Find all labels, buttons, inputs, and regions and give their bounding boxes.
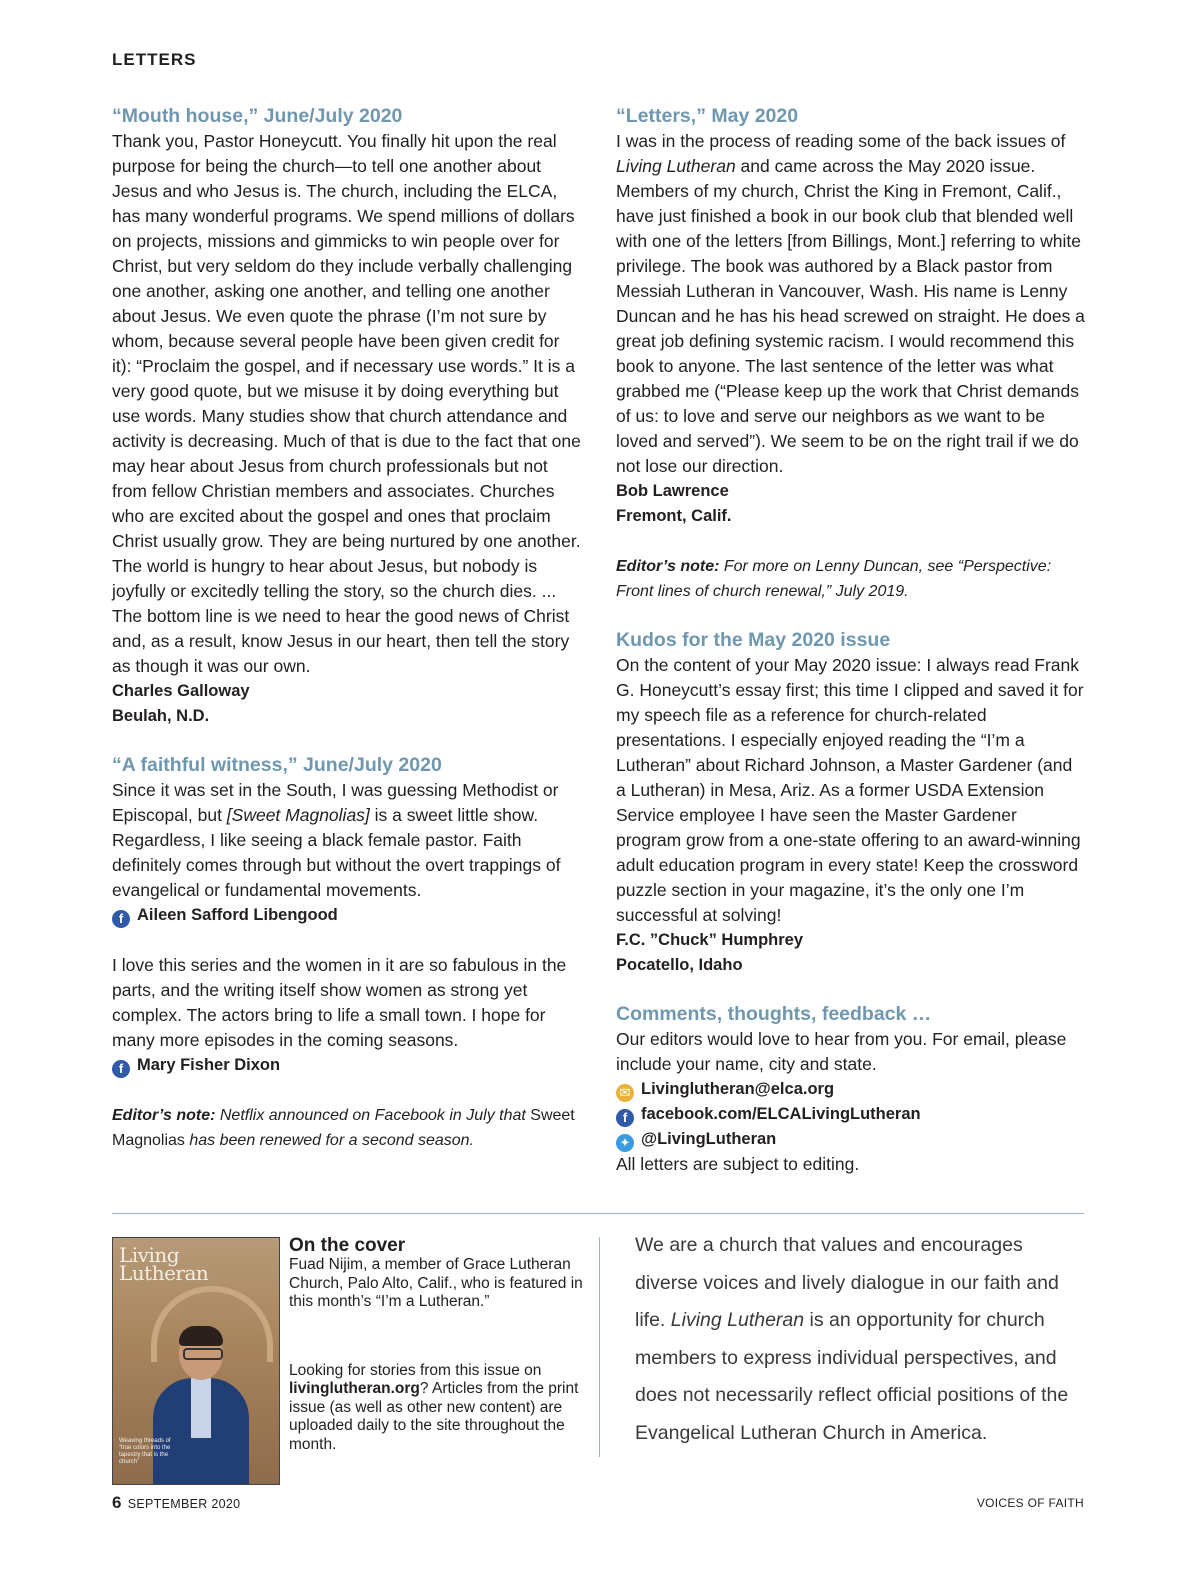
letter-body: Since it was set in the South, I was guessing Methodist or Episcopal, but [Sweet Magnolias] is a sweet little show. Regardless, I like seeing a black female pastor. Faith definitely comes through but without the overt trappings of evangelical or fundamental movements. — [112, 780, 561, 900]
cover-person-glasses — [183, 1348, 223, 1360]
contact-section — [616, 1002, 1086, 1177]
letter-author: F.C. ”Chuck” Humphrey — [616, 931, 804, 949]
twitter-icon: ✦ — [616, 1134, 634, 1152]
cover-description: Fuad Nijim, a member of Grace Lutheran Church, Palo Alto, Calif., who is featured in this month’s “I’m a Lutheran.” — [289, 1256, 583, 1310]
letter-heading: “Mouth house,” June/July 2020 — [112, 105, 403, 127]
letter-author: f Aileen Safford Libengood — [112, 903, 582, 928]
cover-info — [289, 1235, 594, 1454]
website-link[interactable]: livinglutheran.org — [289, 1380, 420, 1397]
letter-faithful-witness — [112, 753, 582, 1153]
letter-letters-may — [616, 104, 1086, 604]
letter-body: Thank you, Pastor Honeycutt. You finally hit upon the real purpose for being the church—to tell one another about Jesus and who Jesus is. The church, including the ELCA, has many wonderful programs. We spend millions of dollars on projects, missions and gimmicks to win people over for Christ, but very seldom do they include verbally challenging one another, asking one another, and telling one another about Jesus. We even quote the phrase (I’m not sure by whom, because several people have been given credit for it): “Proclaim the gospel, and if necessary use words.” It is a very good quote, but we misuse it by doing everything but use words. Many studies show that church attendance and activity is decreasing. Much of that is due to the fact that one may hear about Jesus from church professionals but not from fellow Christian members and associates. Churches who are excited about the gospel and ones that proclaim Christ usually grow. They are being nurtured by one another. The world is hungry to hear about Jesus, but nobody is joyfully or excitedly telling the story, so the church dies. ... The bottom line is we need to hear the good news of Christ and, as a result, know Jesus in our heart, then tell the story as though it was our own. — [112, 131, 581, 676]
cover-person-hair — [179, 1326, 223, 1346]
cover-heading: On the cover — [289, 1235, 406, 1256]
facebook-icon: f — [112, 1060, 130, 1078]
cover-stories: Looking for stories from this issue on livinglutheran.org? Articles from the print issue (as well as other new content) are uploaded daily to the site throughout the month. — [289, 1361, 579, 1453]
divider-rule — [112, 1213, 1084, 1214]
cover-person-shirt — [191, 1378, 211, 1438]
cover-caption: Weaving threads of “true colors into the tapestry that is the church” — [119, 1438, 171, 1465]
contact-twitter[interactable]: ✦ @LivingLutheran — [616, 1127, 1086, 1152]
show-title: [Sweet Magnolias] — [226, 805, 370, 825]
left-column — [112, 104, 582, 1177]
letter-heading: “Letters,” May 2020 — [616, 105, 799, 127]
editors-note: Editor’s note: For more on Lenny Duncan, see “Perspective: Front lines of church renewal,” July 2019. — [616, 558, 1052, 600]
letter-mouth-house — [112, 104, 582, 729]
footer-section: VOICES OF FAITH — [976, 1496, 1084, 1510]
letter-author: Bob Lawrence — [616, 482, 729, 500]
mail-icon: ✉ — [616, 1084, 634, 1102]
editing-disclaimer: All letters are subject to editing. — [616, 1154, 860, 1174]
letter-heading: “A faithful witness,” June/July 2020 — [112, 754, 442, 776]
letter-kudos — [616, 628, 1086, 978]
letter-heading: Kudos for the May 2020 issue — [616, 629, 891, 651]
letter-author: f Mary Fisher Dixon — [112, 1053, 582, 1078]
editorial-statement: We are a church that values and encourages diverse voices and lively dialogue in our faith and life. Living Lutheran is an opportunity for church members to express individual perspectives, and does not necessarily reflect official positions of the Evangelical Lutheran Church in America. — [635, 1234, 1069, 1444]
letter-location: Beulah, N.D. — [112, 707, 210, 725]
letter-location: Fremont, Calif. — [616, 507, 732, 525]
magazine-title: Living Lutheran — [670, 1309, 805, 1331]
vertical-divider — [599, 1237, 600, 1457]
contact-heading: Comments, thoughts, feedback … — [616, 1003, 932, 1025]
contact-email[interactable]: ✉ Livinglutheran@elca.org — [616, 1077, 1086, 1102]
letter-body: I was in the process of reading some of the back issues of Living Lutheran and came across the May 2020 issue. Members of my church, Christ the King in Fremont, Calif., have just finished a book in our book club that blended well with one of the letters [from Billings, Mont.] referring to white privilege. The book was authored by a Black pastor from Messiah Lutheran in Vancouver, Wash. His name is Lenny Duncan and he has his head screwed on straight. He does a great job defining systemic racism. I would recommend this book to anyone. The last sentence of the letter was what grabbed me (“Please keep up the work that Christ demands of us: to love and serve our neighbors as we want to be loved and served”). We seem to be on the right trail if we do not lose our direction. — [616, 131, 1085, 476]
facebook-icon: f — [112, 910, 130, 928]
section-label: LETTERS — [112, 50, 197, 69]
letter-author: Charles Galloway — [112, 682, 250, 700]
facebook-icon: f — [616, 1109, 634, 1127]
letter-body: On the content of your May 2020 issue: I always read Frank G. Honeycutt’s essay first; this time I clipped and saved it for my speech file as a reference for church-related presentations. I especially enjoyed reading the “I’m a Lutheran” about Richard Johnson, a Master Gardener (and a Lutheran) in Mesa, Ariz. As a former USDA Extension Service employee I have seen the Master Gardener program grow from a one-state offering to an award-winning adult education program in every state! Keep the crossword puzzle section in your magazine, it’s the only one I’m successful at solving! — [616, 655, 1084, 925]
footer-folio — [112, 1493, 240, 1513]
letter-location: Pocatello, Idaho — [616, 956, 743, 974]
right-column — [616, 104, 1086, 1201]
letter-body: I love this series and the women in it are so fabulous in the parts, and the writing itself show women as strong yet complex. The actors bring to life a small town. I hope for many more episodes in the coming seasons. — [112, 955, 567, 1050]
issue-date: SEPTEMBER 2020 — [127, 1497, 241, 1511]
magazine-title: Living Lutheran — [616, 156, 736, 176]
editors-note: Editor’s note: Netflix announced on Facebook in July that Sweet Magnolias has been renewed for a second season. — [112, 1107, 575, 1149]
cover-image — [112, 1237, 280, 1485]
contact-body: Our editors would love to hear from you. For email, please include your name, city and state. — [616, 1029, 1067, 1074]
cover-masthead: Living Lutheran — [119, 1243, 209, 1285]
page-number: 6 — [112, 1493, 122, 1512]
contact-facebook[interactable]: f facebook.com/ELCALivingLutheran — [616, 1102, 1086, 1127]
